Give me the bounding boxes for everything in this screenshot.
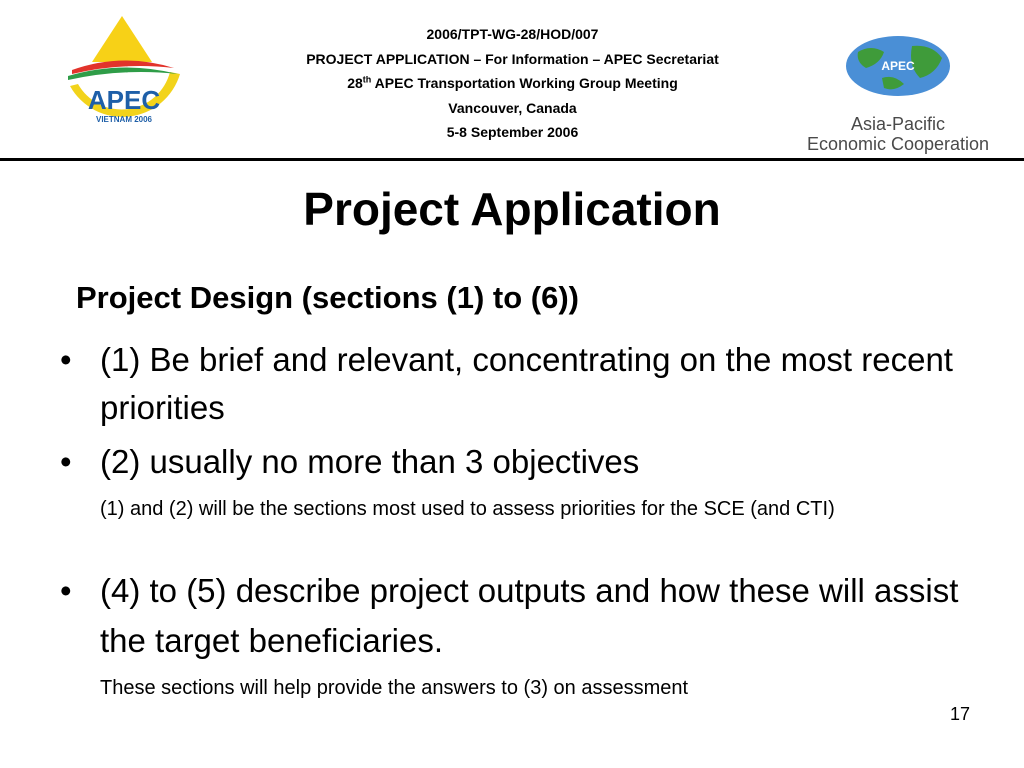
sub-note: (1) and (2) will be the sections most used to assess priorities for the SCE (and CTI) [100,498,835,520]
logo-left-subtext: VIETNAM 2006 [95,115,153,124]
logo-right-line2: Economic Cooperation [806,134,990,154]
bullet-text: (4) to (5) describe project outputs and how these will assist the target beneficiaries. [100,572,959,659]
logo-yellow-triangle [92,16,152,62]
slide-header [240,22,785,145]
section-subtitle: Project Design (sections (1) to (6)) [76,280,579,315]
document-code: 2006/TPT-WG-28/HOD/007 [426,26,599,42]
bullet-text: (1) Be brief and relevant, concentrating on the most recent priorities [100,341,953,426]
apec-globe-logo [796,30,1006,158]
sub-note: These sections will help provide the answers to (3) on assessment [100,677,689,699]
page-number: 17 [949,704,970,724]
meeting-line [240,71,785,96]
bullet-marker: • [60,443,72,480]
meeting-name: APEC Transportation Working Group Meeting [371,75,678,91]
meeting-dates: 5-8 September 2006 [446,124,579,140]
logo-left-apec-text: APEC [87,85,161,115]
bullet-marker: • [60,572,72,609]
bullet-marker: • [60,341,72,378]
header-divider [0,158,1024,161]
bullet-text: (2) usually no more than 3 objectives [100,443,640,480]
meeting-location: Vancouver, Canada [448,99,577,116]
logo-right-line1: Asia-Pacific [850,114,946,134]
header-line-2: PROJECT APPLICATION – For Information – APEC Secretariat [306,50,719,67]
meeting-number-suffix: th [362,74,372,85]
slide-title: Project Application [303,183,721,235]
apec-vietnam-2006-logo [52,14,192,144]
meeting-number: 28 [347,75,363,91]
logo-right-globe-text: APEC [881,59,915,73]
